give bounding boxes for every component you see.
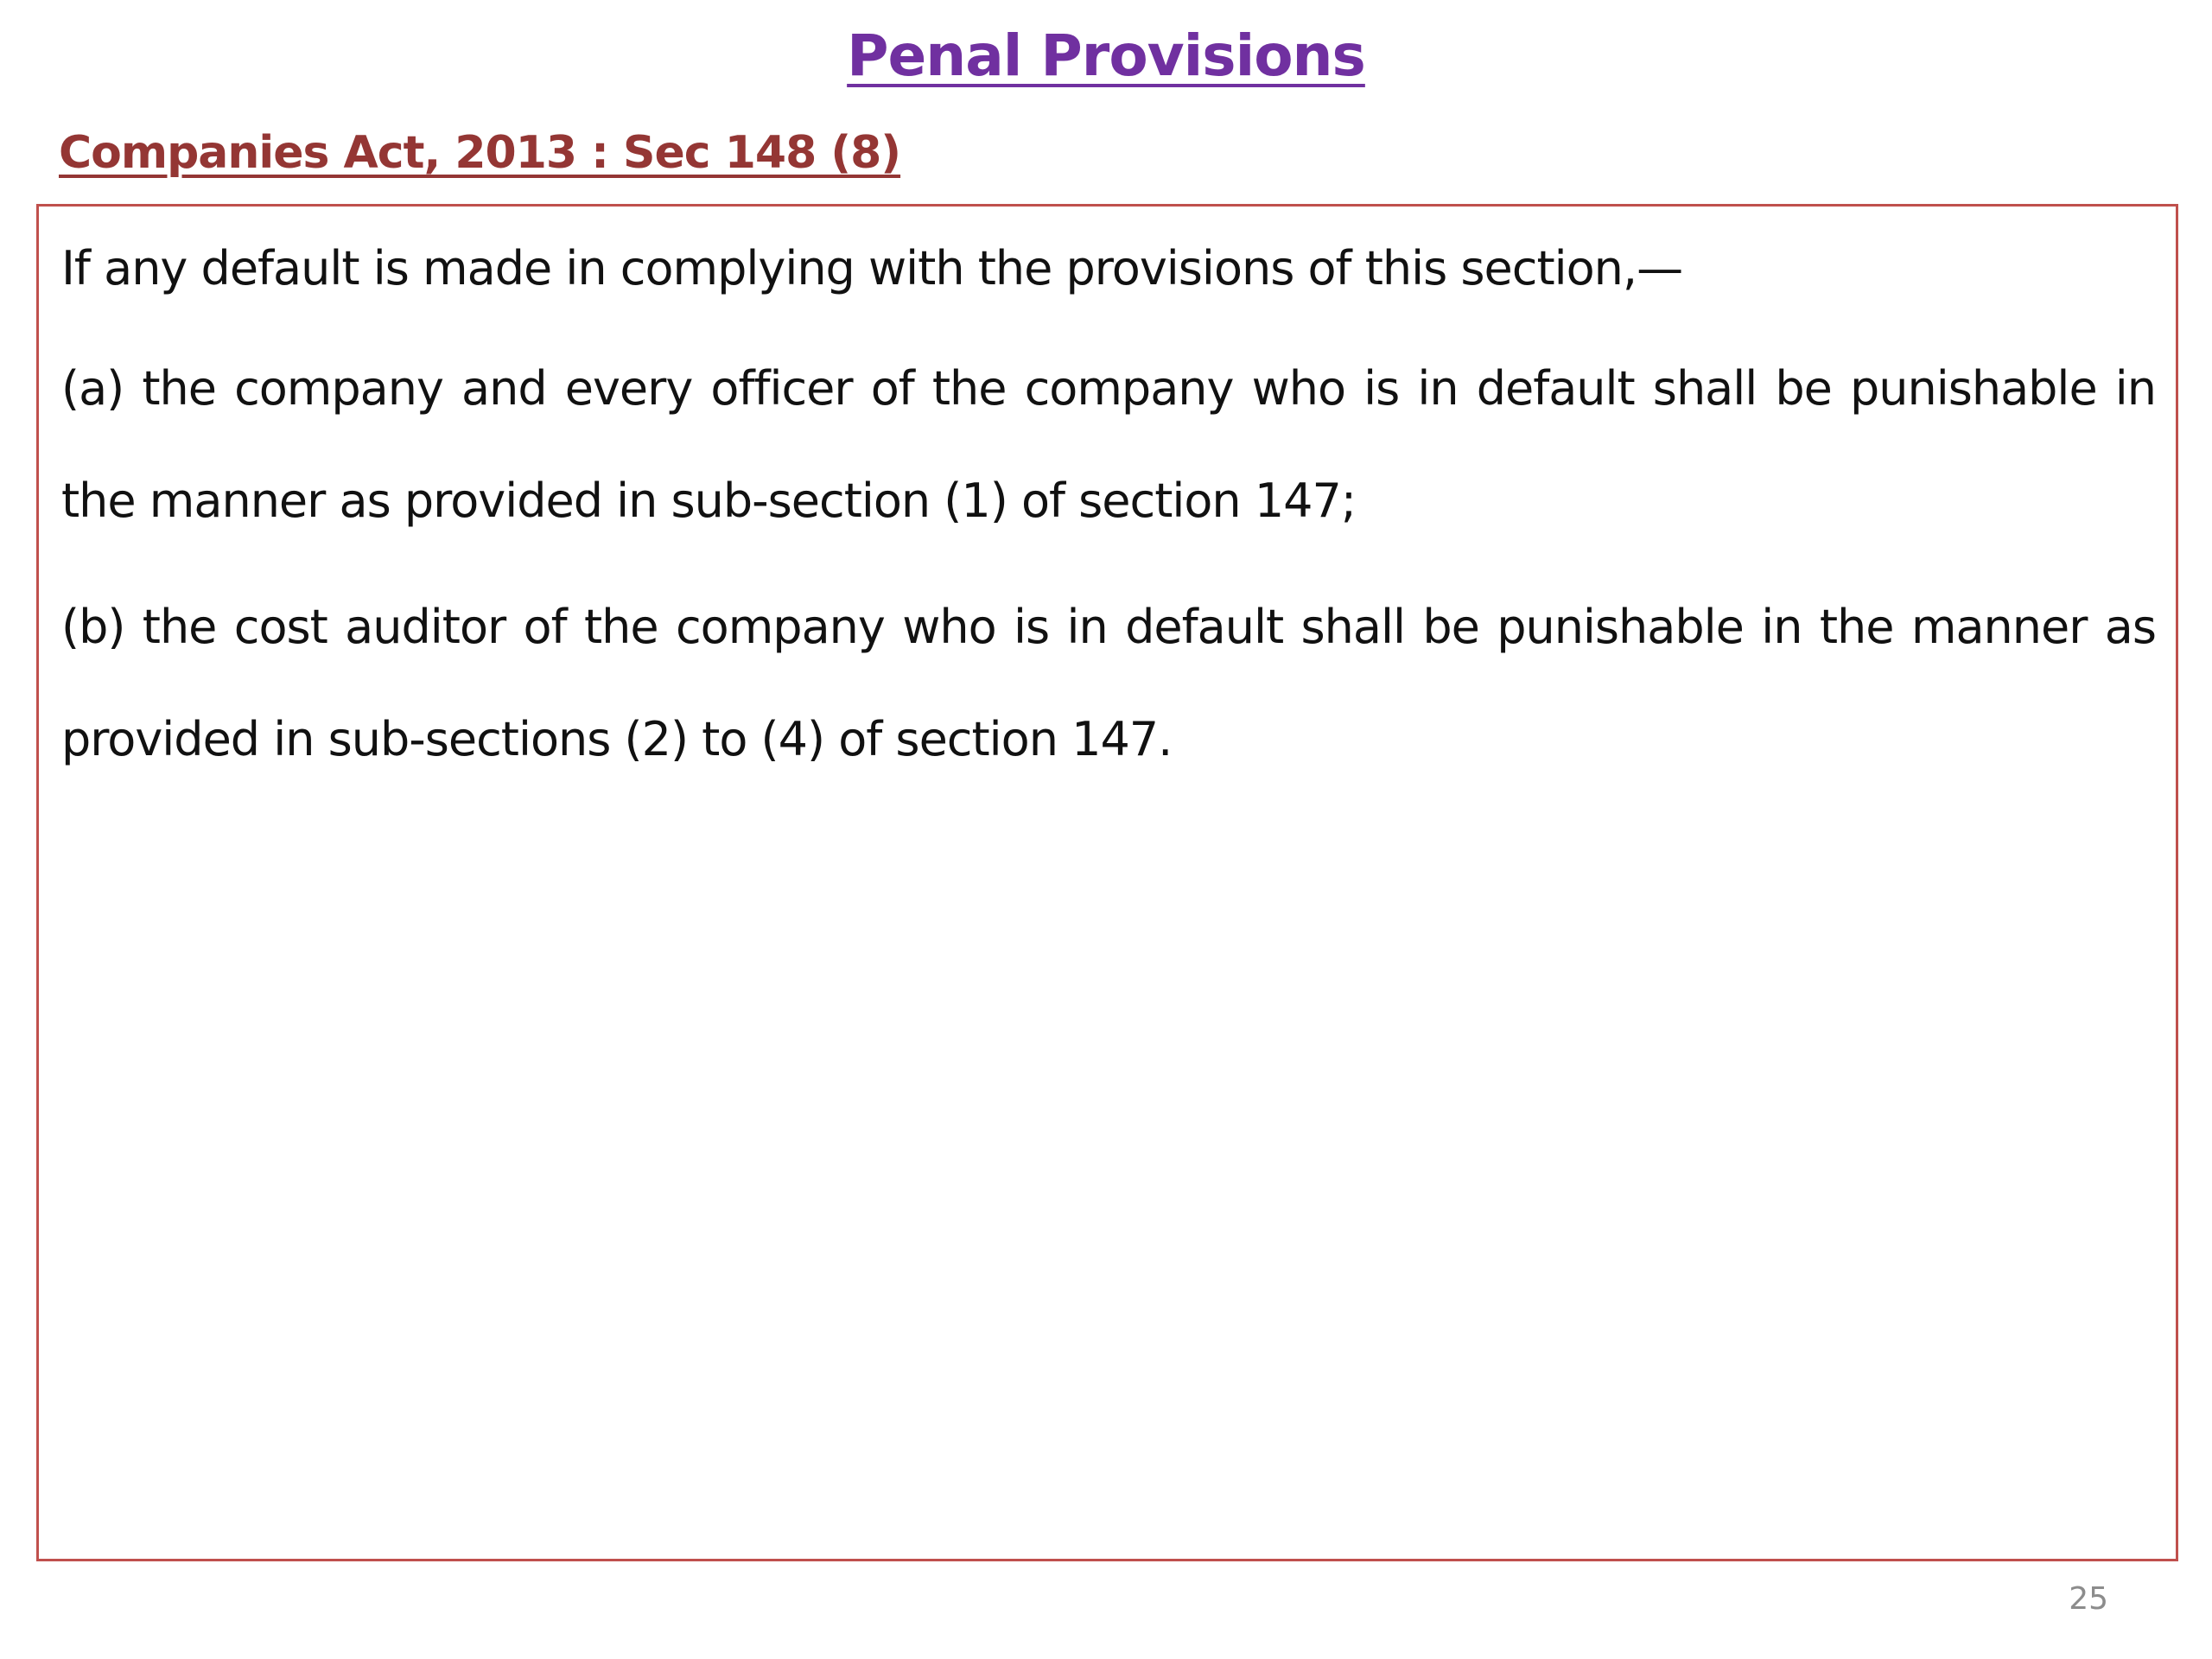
page-number: 25: [2069, 1581, 2108, 1617]
content-text: [61, 238, 2156, 810]
clause-a-paragraph: (a) the company and every officer of the company who is in default shall be punishable in the manner as provided in sub-section (1) of section 147;: [61, 361, 2156, 528]
content-box: [36, 204, 2178, 1561]
slide-title: Penal Provisions: [847, 22, 1365, 89]
clause-b-paragraph: (b) the cost auditor of the company who is in default shall be punishable in the manner as provided in sub-sections (2) to (4) of section 147.: [61, 600, 2156, 766]
section-reference: Companies Act, 2013 : Sec 148 (8): [59, 127, 901, 179]
intro-paragraph: If any default is made in complying with the provisions of this section,—: [61, 241, 1683, 296]
